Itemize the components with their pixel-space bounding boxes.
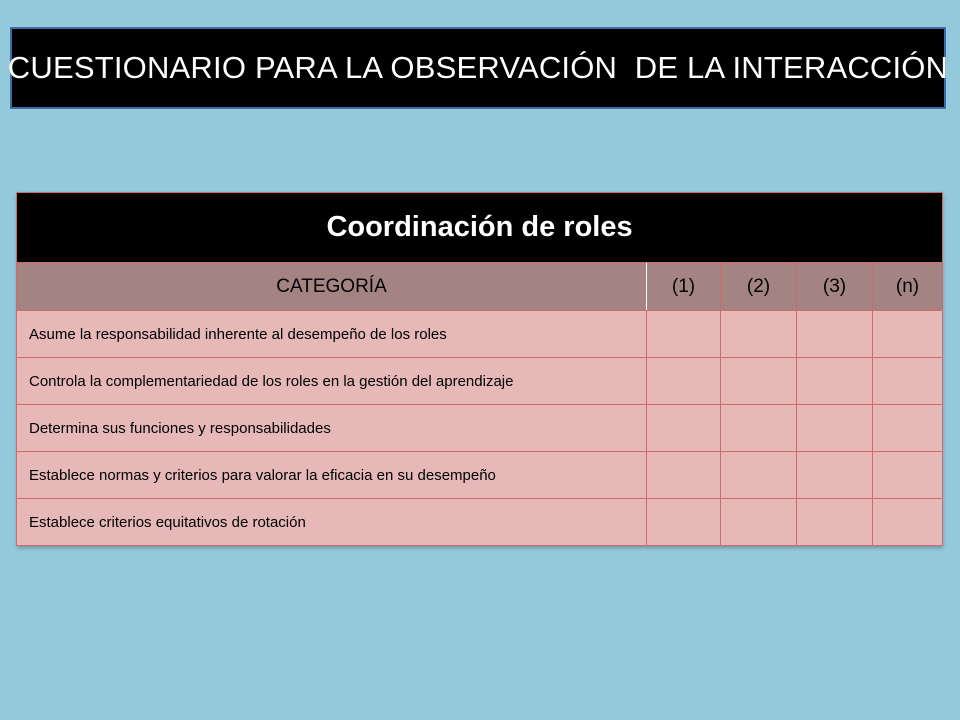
score-cell-n[interactable] (873, 499, 943, 546)
table-row (17, 311, 943, 358)
score-cell-1[interactable] (647, 358, 721, 405)
score-cell-3[interactable] (797, 358, 873, 405)
row-label: Controla la complementariedad de los roles en la gestión del aprendizaje (17, 358, 647, 405)
score-cell-n[interactable] (873, 311, 943, 358)
score-cell-2[interactable] (721, 499, 797, 546)
table-row (17, 499, 943, 546)
score-cell-n[interactable] (873, 405, 943, 452)
score-cell-n[interactable] (873, 358, 943, 405)
score-cell-1[interactable] (647, 452, 721, 499)
table-row (17, 358, 943, 405)
table-header-row (17, 263, 943, 311)
table-row (17, 405, 943, 452)
score-cell-3[interactable] (797, 405, 873, 452)
score-cell-n[interactable] (873, 452, 943, 499)
score-cell-1[interactable] (647, 499, 721, 546)
row-label: Determina sus funciones y responsabilidades (17, 405, 647, 452)
column-header-n: (n) (873, 263, 943, 311)
title-banner (7, 27, 949, 109)
column-header-1: (1) (647, 263, 721, 311)
score-cell-3[interactable] (797, 311, 873, 358)
column-header-2: (2) (721, 263, 797, 311)
score-cell-1[interactable] (647, 405, 721, 452)
row-label: Establece criterios equitativos de rotación (17, 499, 647, 546)
score-cell-2[interactable] (721, 358, 797, 405)
score-cell-3[interactable] (797, 452, 873, 499)
score-cell-1[interactable] (647, 311, 721, 358)
slide-title: CUESTIONARIO PARA LA OBSERVACIÓN DE LA INTERACCIÓN (7, 50, 949, 85)
column-header-3: (3) (797, 263, 873, 311)
score-cell-2[interactable] (721, 405, 797, 452)
score-cell-2[interactable] (721, 452, 797, 499)
table-title-row (17, 193, 943, 263)
row-label: Establece normas y criterios para valorar la eficacia en su desempeño (17, 452, 647, 499)
column-header-category: CATEGORÍA (17, 263, 647, 311)
score-cell-2[interactable] (721, 311, 797, 358)
table-title: Coordinación de roles (17, 193, 943, 263)
table-row (17, 452, 943, 499)
score-cell-3[interactable] (797, 499, 873, 546)
roles-table (16, 192, 943, 546)
row-label: Asume la responsabilidad inherente al desempeño de los roles (17, 311, 647, 358)
roles-table-container (16, 192, 942, 546)
